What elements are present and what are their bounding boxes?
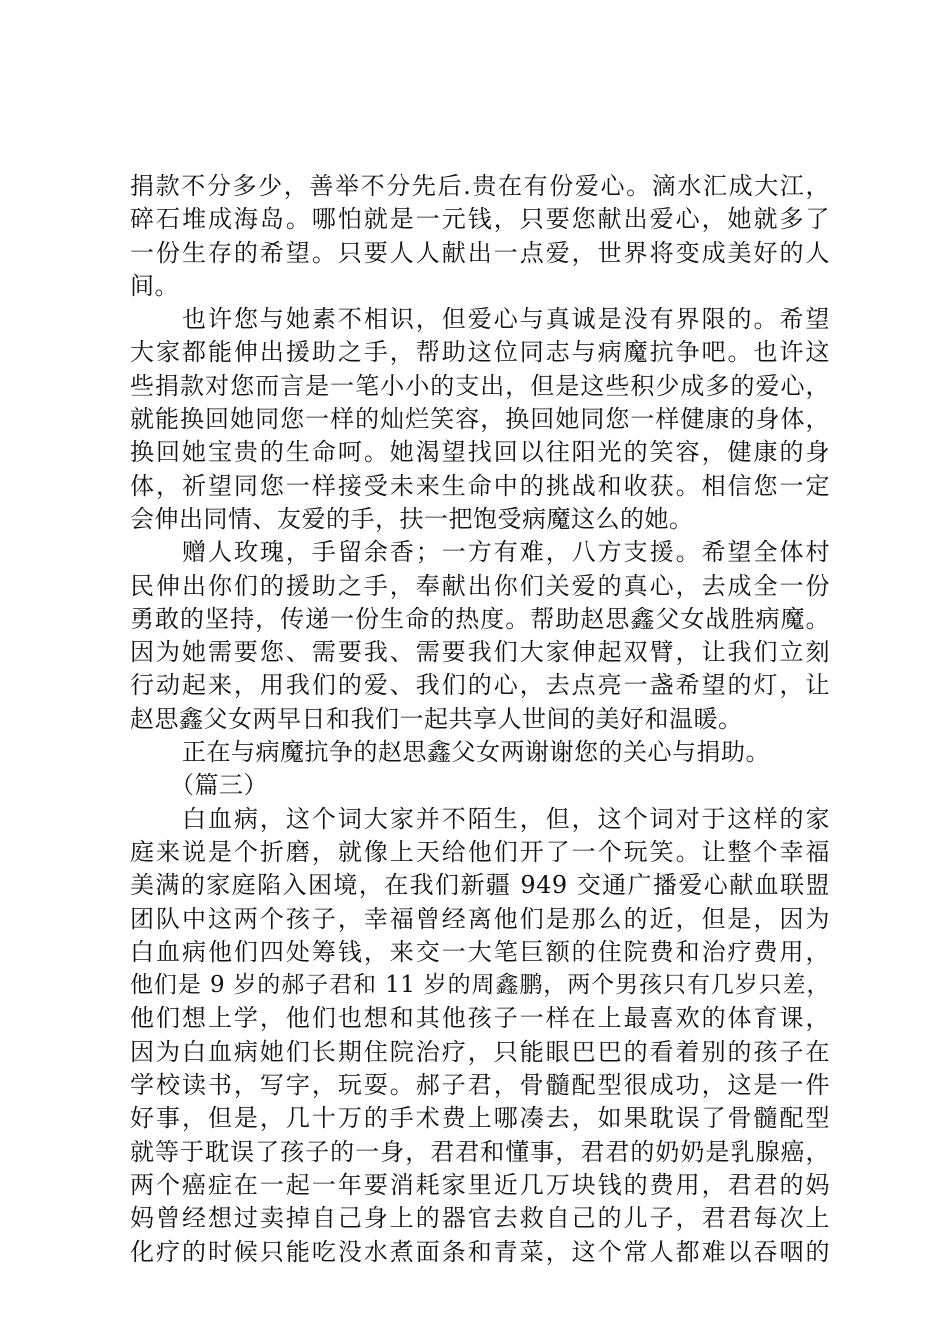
- text-line: 学校读书，写字，玩耍。郝子君，骨髓配型很成功，这是一件: [130, 1071, 830, 1100]
- text-line: 捐款不分多少，善举不分先后.贵在有份爱心。滴水汇成大江，: [130, 172, 830, 200]
- text-line: 间。: [130, 271, 179, 300]
- text-line: 妈曾经想过卖掉自己身上的器官去救自己的儿子，君君每次上: [130, 1204, 830, 1233]
- text-line: 化疗的时候只能吃没水煮面条和青菜，这个常人都难以吞咽的: [130, 1237, 830, 1266]
- text-line: 行动起来，用我们的爱、我们的心，去点亮一盏希望的灯，让: [130, 671, 830, 700]
- text-line: 两个癌症在一起一年要消耗家里近几万块钱的费用，君君的妈: [130, 1170, 830, 1199]
- text-line: 民伸出你们的援助之手，奉献出你们关爱的真心，去成全一份: [130, 571, 830, 600]
- body-text: [130, 170, 830, 1269]
- text-line: 也许您与她素不相识，但爱心与真诚是没有界限的。希望: [182, 305, 830, 334]
- text-line: 就能换回她同您一样的灿烂笑容，换回她同您一样健康的身体，: [130, 405, 830, 434]
- text-line: 庭来说是个折磨，就像上天给他们开了一个玩笑。让整个幸福: [130, 837, 830, 866]
- text-line: 体，祈望同您一样接受未来生命中的挑战和收获。相信您一定: [130, 471, 830, 500]
- text-line: 团队中这两个孩子，幸福曾经离他们是那么的近，但是，因为: [130, 904, 830, 933]
- text-line: 赠人玫瑰，手留余香；一方有难，八方支援。希望全体村: [182, 538, 830, 567]
- text-line: 就等于耽误了孩子的一身，君君和懂事，君君的奶奶是乳腺癌，: [130, 1137, 830, 1166]
- section-heading: （篇三）: [170, 771, 268, 800]
- text-line: 一份生存的希望。只要人人献出一点爱，世界将变成美好的人: [130, 238, 830, 267]
- text-line: 勇敢的坚持，传递一份生命的热度。帮助赵思鑫父女战胜病魔。: [130, 604, 830, 633]
- text-line: 因为白血病她们长期住院治疗，只能眼巴巴的看着别的孩子在: [130, 1037, 830, 1066]
- text-line: 正在与病魔抗争的赵思鑫父女两谢谢您的关心与捐助。: [182, 738, 770, 767]
- text-line: 美满的家庭陷入困境，在我们新疆 949 交通广播爱心献血联盟: [130, 871, 830, 900]
- text-line: 换回她宝贵的生命呵。她渴望找回以往阳光的笑容，健康的身: [130, 438, 830, 467]
- text-line: 大家都能伸出援助之手，帮助这位同志与病魔抗争吧。也许这: [130, 338, 830, 367]
- text-line: 他们想上学，他们也想和其他孩子一样在上最喜欢的体育课，: [130, 1004, 830, 1033]
- text-line: 赵思鑫父女两早日和我们一起共享人世间的美好和温暖。: [130, 704, 743, 733]
- text-line: 碎石堆成海岛。哪怕就是一元钱，只要您献出爱心，她就多了: [130, 205, 830, 234]
- text-line: 些捐款对您而言是一笔小小的支出，但是这些积少成多的爱心，: [130, 371, 830, 400]
- text-line: 他们是 9 岁的郝子君和 11 岁的周鑫鹏，两个男孩只有几岁只差，: [130, 972, 830, 999]
- text-line: 好事，但是，几十万的手术费上哪凑去，如果耽误了骨髓配型: [130, 1104, 830, 1133]
- text-line: 因为她需要您、需要我、需要我们大家伸起双臂，让我们立刻: [130, 638, 830, 667]
- text-line: 白血病，这个词大家并不陌生，但，这个词对于这样的家: [182, 804, 830, 833]
- text-line: 白血病他们四处筹钱，来交一大笔巨额的住院费和治疗费用，: [130, 937, 830, 966]
- text-line: 会伸出同情、友爱的手，扶一把饱受病魔这么的她。: [130, 504, 694, 533]
